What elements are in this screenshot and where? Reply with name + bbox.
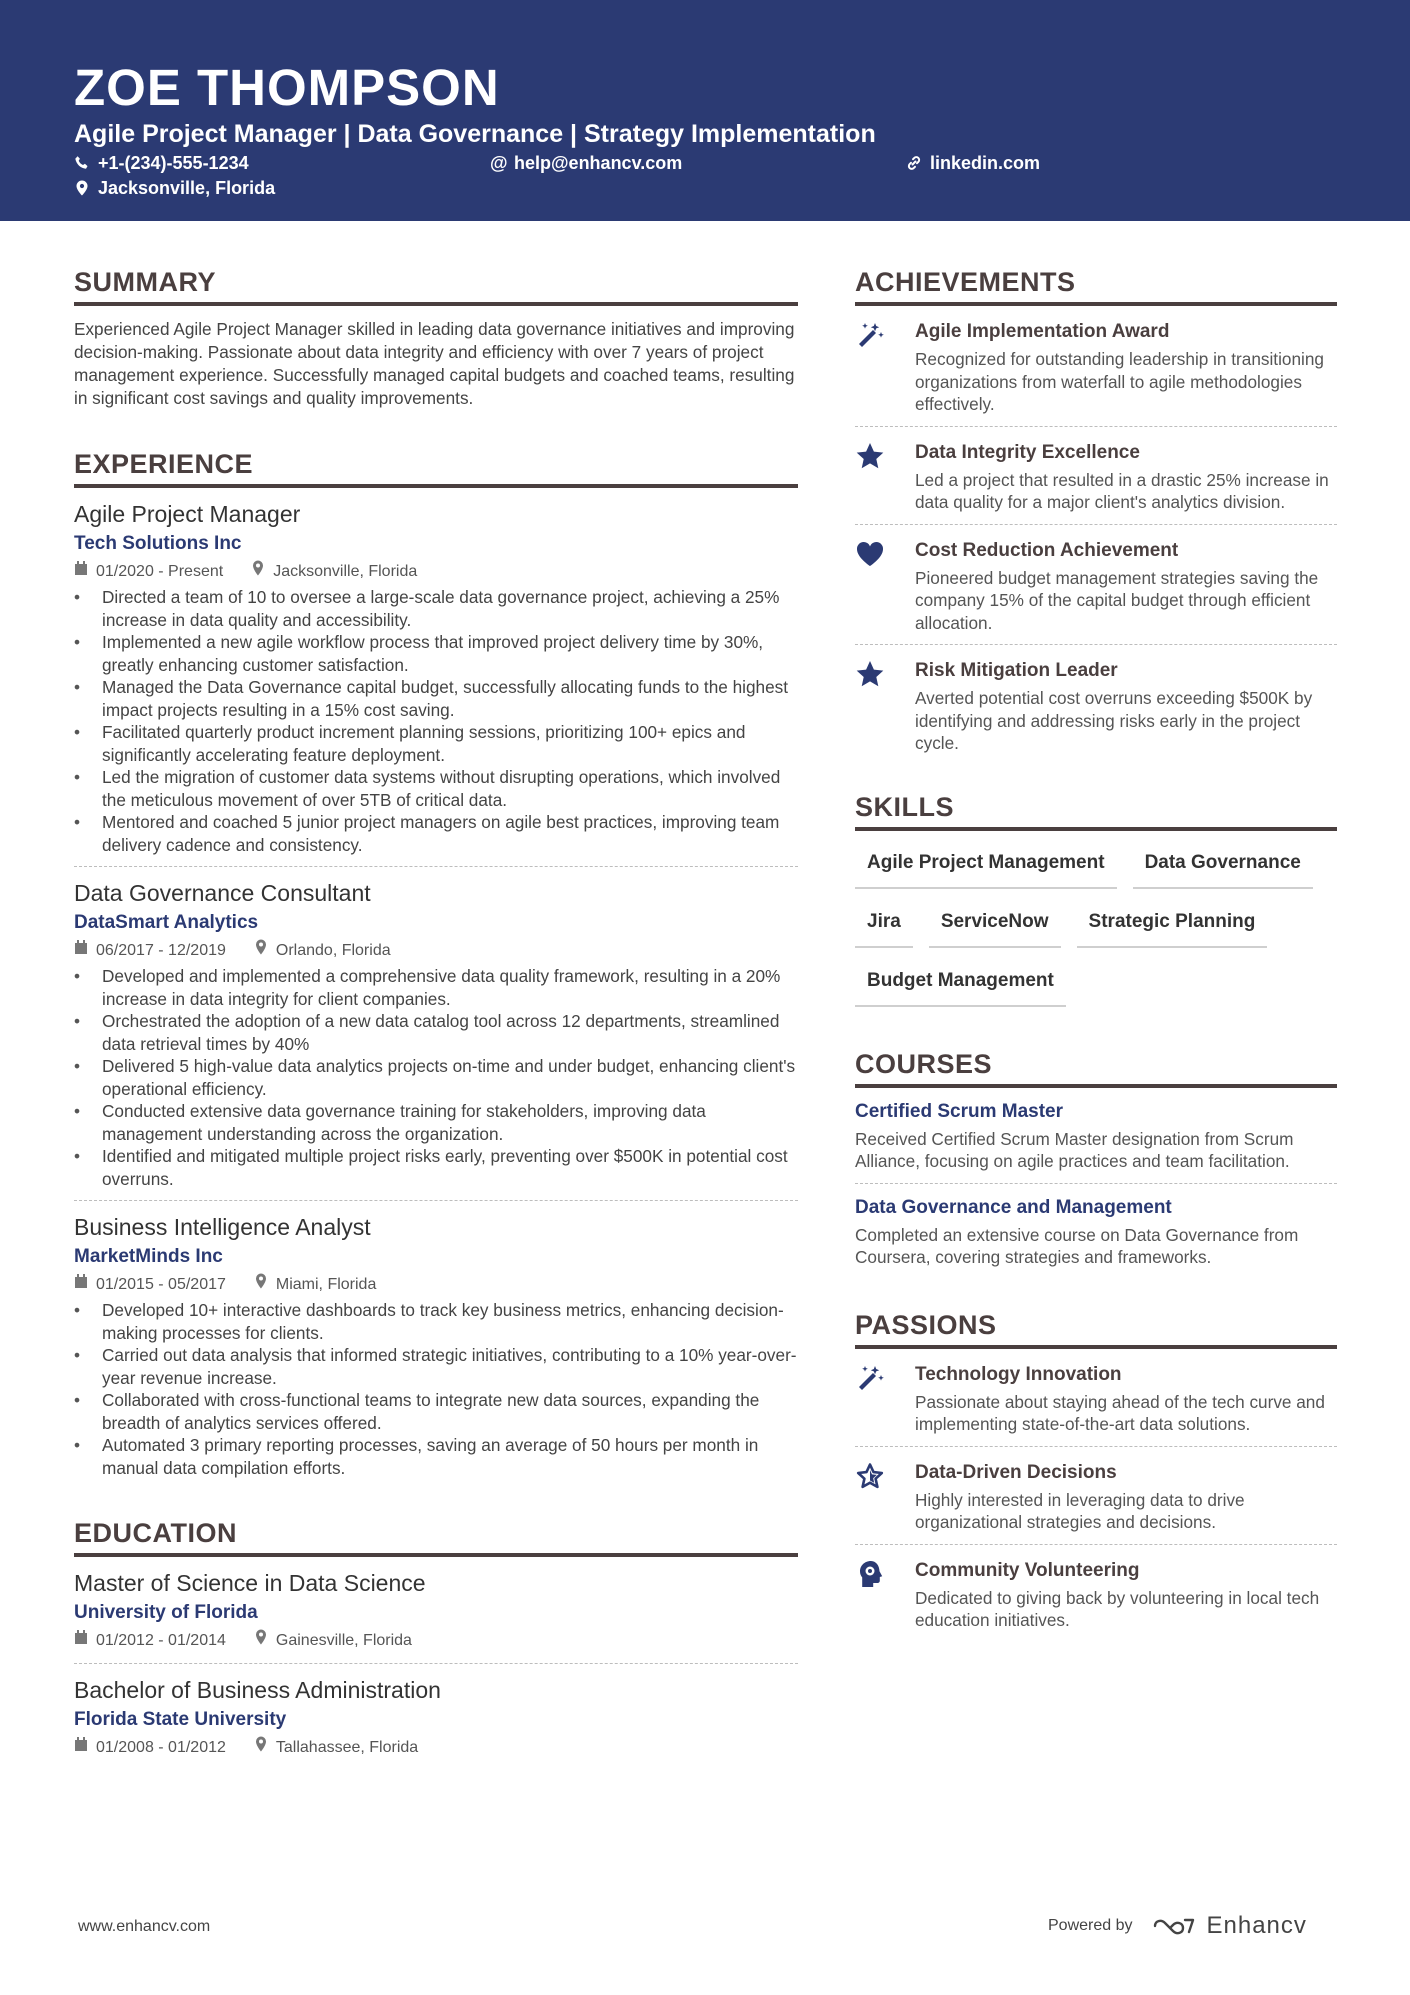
achievements-heading: ACHIEVEMENTS — [855, 264, 1337, 306]
date-range — [74, 939, 226, 963]
item-body — [915, 1361, 1337, 1436]
education-section — [74, 1515, 798, 1760]
courses-heading: COURSES — [855, 1046, 1337, 1088]
entry-meta — [74, 560, 798, 584]
footer-branding — [1048, 1912, 1307, 1940]
passion-item — [855, 1349, 1337, 1446]
skill-tag: ServiceNow — [929, 900, 1061, 948]
experience-entry — [74, 488, 798, 856]
star-outline-icon — [855, 1478, 885, 1495]
bullet-item: • Conducted extensive data governance training for stakeholders, improving data management understanding across the organization. — [74, 1100, 798, 1145]
location-text: Tallahassee, Florida — [275, 1739, 419, 1756]
course-item — [855, 1183, 1337, 1279]
degree-title: Master of Science in Data Science — [74, 1570, 426, 1596]
magic-wand-icon — [855, 337, 885, 354]
link-icon — [906, 155, 922, 171]
left-column — [74, 264, 798, 1760]
right-column — [855, 264, 1337, 1642]
candidate-name: ZOE THOMPSON — [74, 59, 500, 116]
head-icon — [855, 1559, 885, 1589]
star-icon — [855, 676, 885, 693]
skill-tag: Jira — [855, 900, 913, 948]
item-title: Data-Driven Decisions — [915, 1461, 1117, 1483]
contact-linkedin[interactable] — [906, 151, 1040, 175]
school-name: University of Florida — [74, 1602, 258, 1623]
item-body — [915, 439, 1337, 514]
bullet-item: • Mentored and coached 5 junior project managers on agile best practices, improving team delivery cadence and consistency. — [74, 811, 798, 856]
bullet-item: • Directed a team of 10 to oversee a large-scale data governance project, achieving a 25% increase in data quality and accessibility. — [74, 586, 798, 631]
heart-icon — [855, 539, 885, 569]
phone-icon — [74, 155, 90, 171]
summary-text: Experienced Agile Project Manager skilled in leading data governance initiatives and improving decision-making. Passionate about data integrity and efficiency with over 7 years of project management experience. Successfully managed capital budgets and coached teams, resulting in significant cost savings and quality improvements. — [74, 319, 795, 408]
skill-tag: Strategic Planning — [1077, 900, 1268, 948]
skills-section — [855, 789, 1337, 1018]
bullet-item: • Led the migration of customer data systems without disrupting operations, which involved the meticulous movement of over 5TB of critical data. — [74, 766, 798, 811]
date-text: 06/2017 - 12/2019 — [96, 942, 226, 959]
magic-wand-icon — [855, 320, 885, 350]
calendar-icon — [74, 1736, 88, 1760]
calendar-icon — [74, 560, 88, 576]
item-title: Agile Implementation Award — [915, 321, 1170, 342]
calendar-icon — [74, 1629, 88, 1645]
skills-list — [855, 841, 1337, 1018]
item-icon-wrap — [855, 1557, 915, 1632]
achievement-item — [855, 306, 1337, 426]
date-text: 01/2012 - 01/2014 — [96, 1632, 226, 1649]
item-icon-wrap — [855, 318, 915, 416]
contact-phone[interactable] — [74, 151, 249, 175]
date-text: 01/2008 - 01/2012 — [96, 1739, 226, 1756]
calendar-icon — [74, 939, 88, 955]
candidate-title: Agile Project Manager | Data Governance | Strategy Implementation — [74, 120, 876, 148]
item-title: Risk Mitigation Leader — [915, 660, 1118, 681]
magic-wand-icon — [855, 1363, 885, 1393]
contact-email[interactable] — [490, 151, 682, 175]
item-title: Community Volunteering — [915, 1559, 1140, 1581]
education-entry — [74, 1663, 798, 1760]
passions-heading: PASSIONS — [855, 1307, 1337, 1349]
item-body — [915, 1557, 1337, 1632]
item-icon-wrap — [855, 439, 915, 514]
item-description: Recognized for outstanding leadership in transitioning organizations from waterfall to agile methodologies effectively. — [915, 349, 1324, 414]
skill-tag: Agile Project Management — [855, 841, 1117, 889]
enhancv-logo-icon — [1151, 1914, 1197, 1938]
resume-header — [0, 0, 1410, 221]
item-description: Highly interested in leveraging data to drive organizational strategies and decisions. — [915, 1489, 1245, 1532]
responsibilities-list — [74, 586, 798, 856]
passion-item — [855, 1446, 1337, 1544]
powered-by-text: Powered by — [1048, 1917, 1133, 1934]
phone-text: +1-(234)-555-1234 — [98, 153, 249, 173]
company-name: Tech Solutions Inc — [74, 533, 242, 554]
date-range — [74, 1273, 226, 1297]
bullet-item: • Facilitated quarterly product increment planning sessions, prioritizing 100+ epics and significantly accelerating feature deployment. — [74, 721, 798, 766]
contact-location — [74, 176, 275, 200]
calendar-icon — [74, 1629, 88, 1653]
skills-heading: SKILLS — [855, 789, 1337, 831]
calendar-icon — [74, 1273, 88, 1297]
bullet-item: • Developed and implemented a comprehensive data quality framework, resulting in a 20% increase in data integrity for client companies. — [74, 965, 798, 1010]
location-pin-icon — [254, 1273, 268, 1297]
summary-heading: SUMMARY — [74, 264, 798, 306]
location-pin-icon — [251, 560, 265, 584]
heart-icon — [855, 556, 885, 573]
summary-section — [74, 264, 798, 410]
calendar-icon — [74, 1273, 88, 1289]
item-description: Pioneered budget management strategies saving the company 15% of the capital budget through efficient allocation. — [915, 567, 1319, 633]
experience-heading: EXPERIENCE — [74, 446, 798, 488]
bullet-item: • Implemented a new agile workflow process that improved project delivery time by 30%, greatly enhancing customer satisfaction. — [74, 631, 798, 676]
experience-entry — [74, 866, 798, 1190]
bullet-item: • Orchestrated the adoption of a new data catalog tool across 12 departments, streamlined data retrieval times by 40% — [74, 1010, 798, 1055]
skill-tag: Budget Management — [855, 959, 1066, 1007]
location-pin-icon — [254, 1273, 268, 1289]
degree-title: Bachelor of Business Administration — [74, 1677, 441, 1703]
calendar-icon — [74, 939, 88, 963]
passion-item — [855, 1544, 1337, 1642]
item-description: Dedicated to giving back by volunteering in local tech education initiatives. — [915, 1587, 1320, 1630]
item-icon-wrap — [855, 1361, 915, 1436]
item-body — [915, 1459, 1337, 1534]
job-title: Data Governance Consultant — [74, 880, 371, 906]
location-pin-icon — [254, 1736, 268, 1752]
magic-wand-icon — [855, 1380, 885, 1397]
company-name: DataSmart Analytics — [74, 912, 259, 933]
location-pin-icon — [251, 560, 265, 576]
location-text: Jacksonville, Florida — [98, 178, 276, 198]
date-text: 01/2015 - 05/2017 — [96, 1276, 226, 1293]
date-range — [74, 560, 223, 584]
experience-entry — [74, 1200, 798, 1479]
entry-meta — [74, 1273, 798, 1297]
courses-section — [855, 1046, 1337, 1279]
experience-list — [74, 488, 798, 1479]
entry-meta — [74, 1736, 798, 1760]
bullet-item: • Managed the Data Governance capital budget, successfully allocating funds to the highest impact projects resulting in a 15% cost saving. — [74, 676, 798, 721]
item-title: Data Integrity Excellence — [915, 441, 1140, 463]
location-text: Orlando, Florida — [275, 942, 391, 959]
bullet-item: • Automated 3 primary reporting processes, saving an average of 50 hours per month in manual data compilation efforts. — [74, 1434, 798, 1479]
course-title: Certified Scrum Master — [855, 1100, 1064, 1122]
passions-section — [855, 1307, 1337, 1642]
achievements-section — [855, 264, 1337, 765]
responsibilities-list — [74, 965, 798, 1190]
bullet-item: • Collaborated with cross-functional teams to integrate new data sources, expanding the breadth of analytics services offered. — [74, 1389, 798, 1434]
company-name: MarketMinds Inc — [74, 1246, 223, 1267]
calendar-icon — [74, 560, 88, 584]
at-icon: @ — [490, 153, 508, 173]
course-description: Completed an extensive course on Data Governance from Coursera, covering strategies and frameworks. — [855, 1224, 1299, 1267]
item-icon-wrap — [855, 657, 915, 755]
course-item — [855, 1088, 1337, 1183]
location — [254, 1736, 418, 1760]
bullet-item: • Developed 10+ interactive dashboards to track key business metrics, enhancing decision-making processes for clients. — [74, 1299, 798, 1344]
brand-logo[interactable] — [1151, 1912, 1307, 1940]
education-heading: EDUCATION — [74, 1515, 798, 1557]
location-text: Gainesville, Florida — [275, 1632, 412, 1649]
course-title: Data Governance and Management — [855, 1196, 1172, 1218]
item-body — [915, 537, 1337, 635]
achievement-item — [855, 644, 1337, 765]
email-text: help@enhancv.com — [514, 153, 683, 173]
calendar-icon — [74, 1736, 88, 1752]
date-range — [74, 1736, 226, 1760]
entry-meta — [74, 939, 798, 963]
location — [254, 1273, 376, 1297]
location — [254, 1629, 412, 1653]
job-title: Agile Project Manager — [74, 501, 301, 527]
education-list — [74, 1557, 798, 1760]
entry-meta — [74, 1629, 798, 1653]
job-title: Business Intelligence Analyst — [74, 1214, 371, 1240]
item-body — [915, 318, 1337, 416]
location — [254, 939, 391, 963]
star-outline-icon — [855, 1461, 885, 1491]
item-icon-wrap — [855, 537, 915, 635]
item-description: Passionate about staying ahead of the tech curve and implementing state-of-the-art data solutions. — [915, 1391, 1325, 1434]
achievement-item — [855, 524, 1337, 645]
location — [251, 560, 417, 584]
star-icon — [855, 441, 885, 471]
location-pin-icon — [74, 180, 90, 196]
achievement-item — [855, 426, 1337, 524]
item-icon-wrap — [855, 1459, 915, 1534]
date-text: 01/2020 - Present — [96, 563, 224, 580]
brand-name: Enhancv — [1206, 1912, 1307, 1939]
skill-tag: Data Governance — [1133, 841, 1313, 889]
item-title: Technology Innovation — [915, 1363, 1122, 1385]
education-entry — [74, 1557, 798, 1653]
linkedin-text: linkedin.com — [930, 153, 1041, 173]
location-pin-icon — [254, 939, 268, 955]
head-icon — [855, 1576, 885, 1593]
bullet-item: • Identified and mitigated multiple project risks early, preventing over $500K in potential cost overruns. — [74, 1145, 798, 1190]
location-pin-icon — [254, 1629, 268, 1653]
item-description: Led a project that resulted in a drastic 25% increase in data quality for a major client's analytics division. — [915, 469, 1329, 512]
responsibilities-list — [74, 1299, 798, 1479]
bullet-item: • Delivered 5 high-value data analytics projects on-time and under budget, enhancing client's operational efficiency. — [74, 1055, 798, 1100]
star-icon — [855, 659, 885, 689]
item-title: Cost Reduction Achievement — [915, 539, 1179, 561]
course-description: Received Certified Scrum Master designation from Scrum Alliance, focusing on agile practices and team facilitation. — [855, 1128, 1294, 1171]
location-pin-icon — [254, 939, 268, 963]
school-name: Florida State University — [74, 1709, 287, 1730]
location-pin-icon — [254, 1736, 268, 1760]
date-range — [74, 1629, 226, 1653]
experience-section — [74, 446, 798, 1479]
location-text: Miami, Florida — [275, 1276, 377, 1293]
location-text: Jacksonville, Florida — [273, 563, 418, 580]
footer-website[interactable]: www.enhancv.com — [78, 1918, 211, 1935]
courses-list — [855, 1088, 1337, 1279]
achievements-list — [855, 306, 1337, 765]
item-description: Averted potential cost overruns exceeding $500K by identifying and addressing risks early in the project cycle. — [915, 688, 1313, 753]
item-body — [915, 657, 1337, 755]
location-pin-icon — [254, 1629, 268, 1645]
bullet-item: • Carried out data analysis that informed strategic initiatives, contributing to a 10% year-over-year revenue increase. — [74, 1344, 798, 1389]
passions-list — [855, 1349, 1337, 1642]
star-icon — [855, 458, 885, 475]
